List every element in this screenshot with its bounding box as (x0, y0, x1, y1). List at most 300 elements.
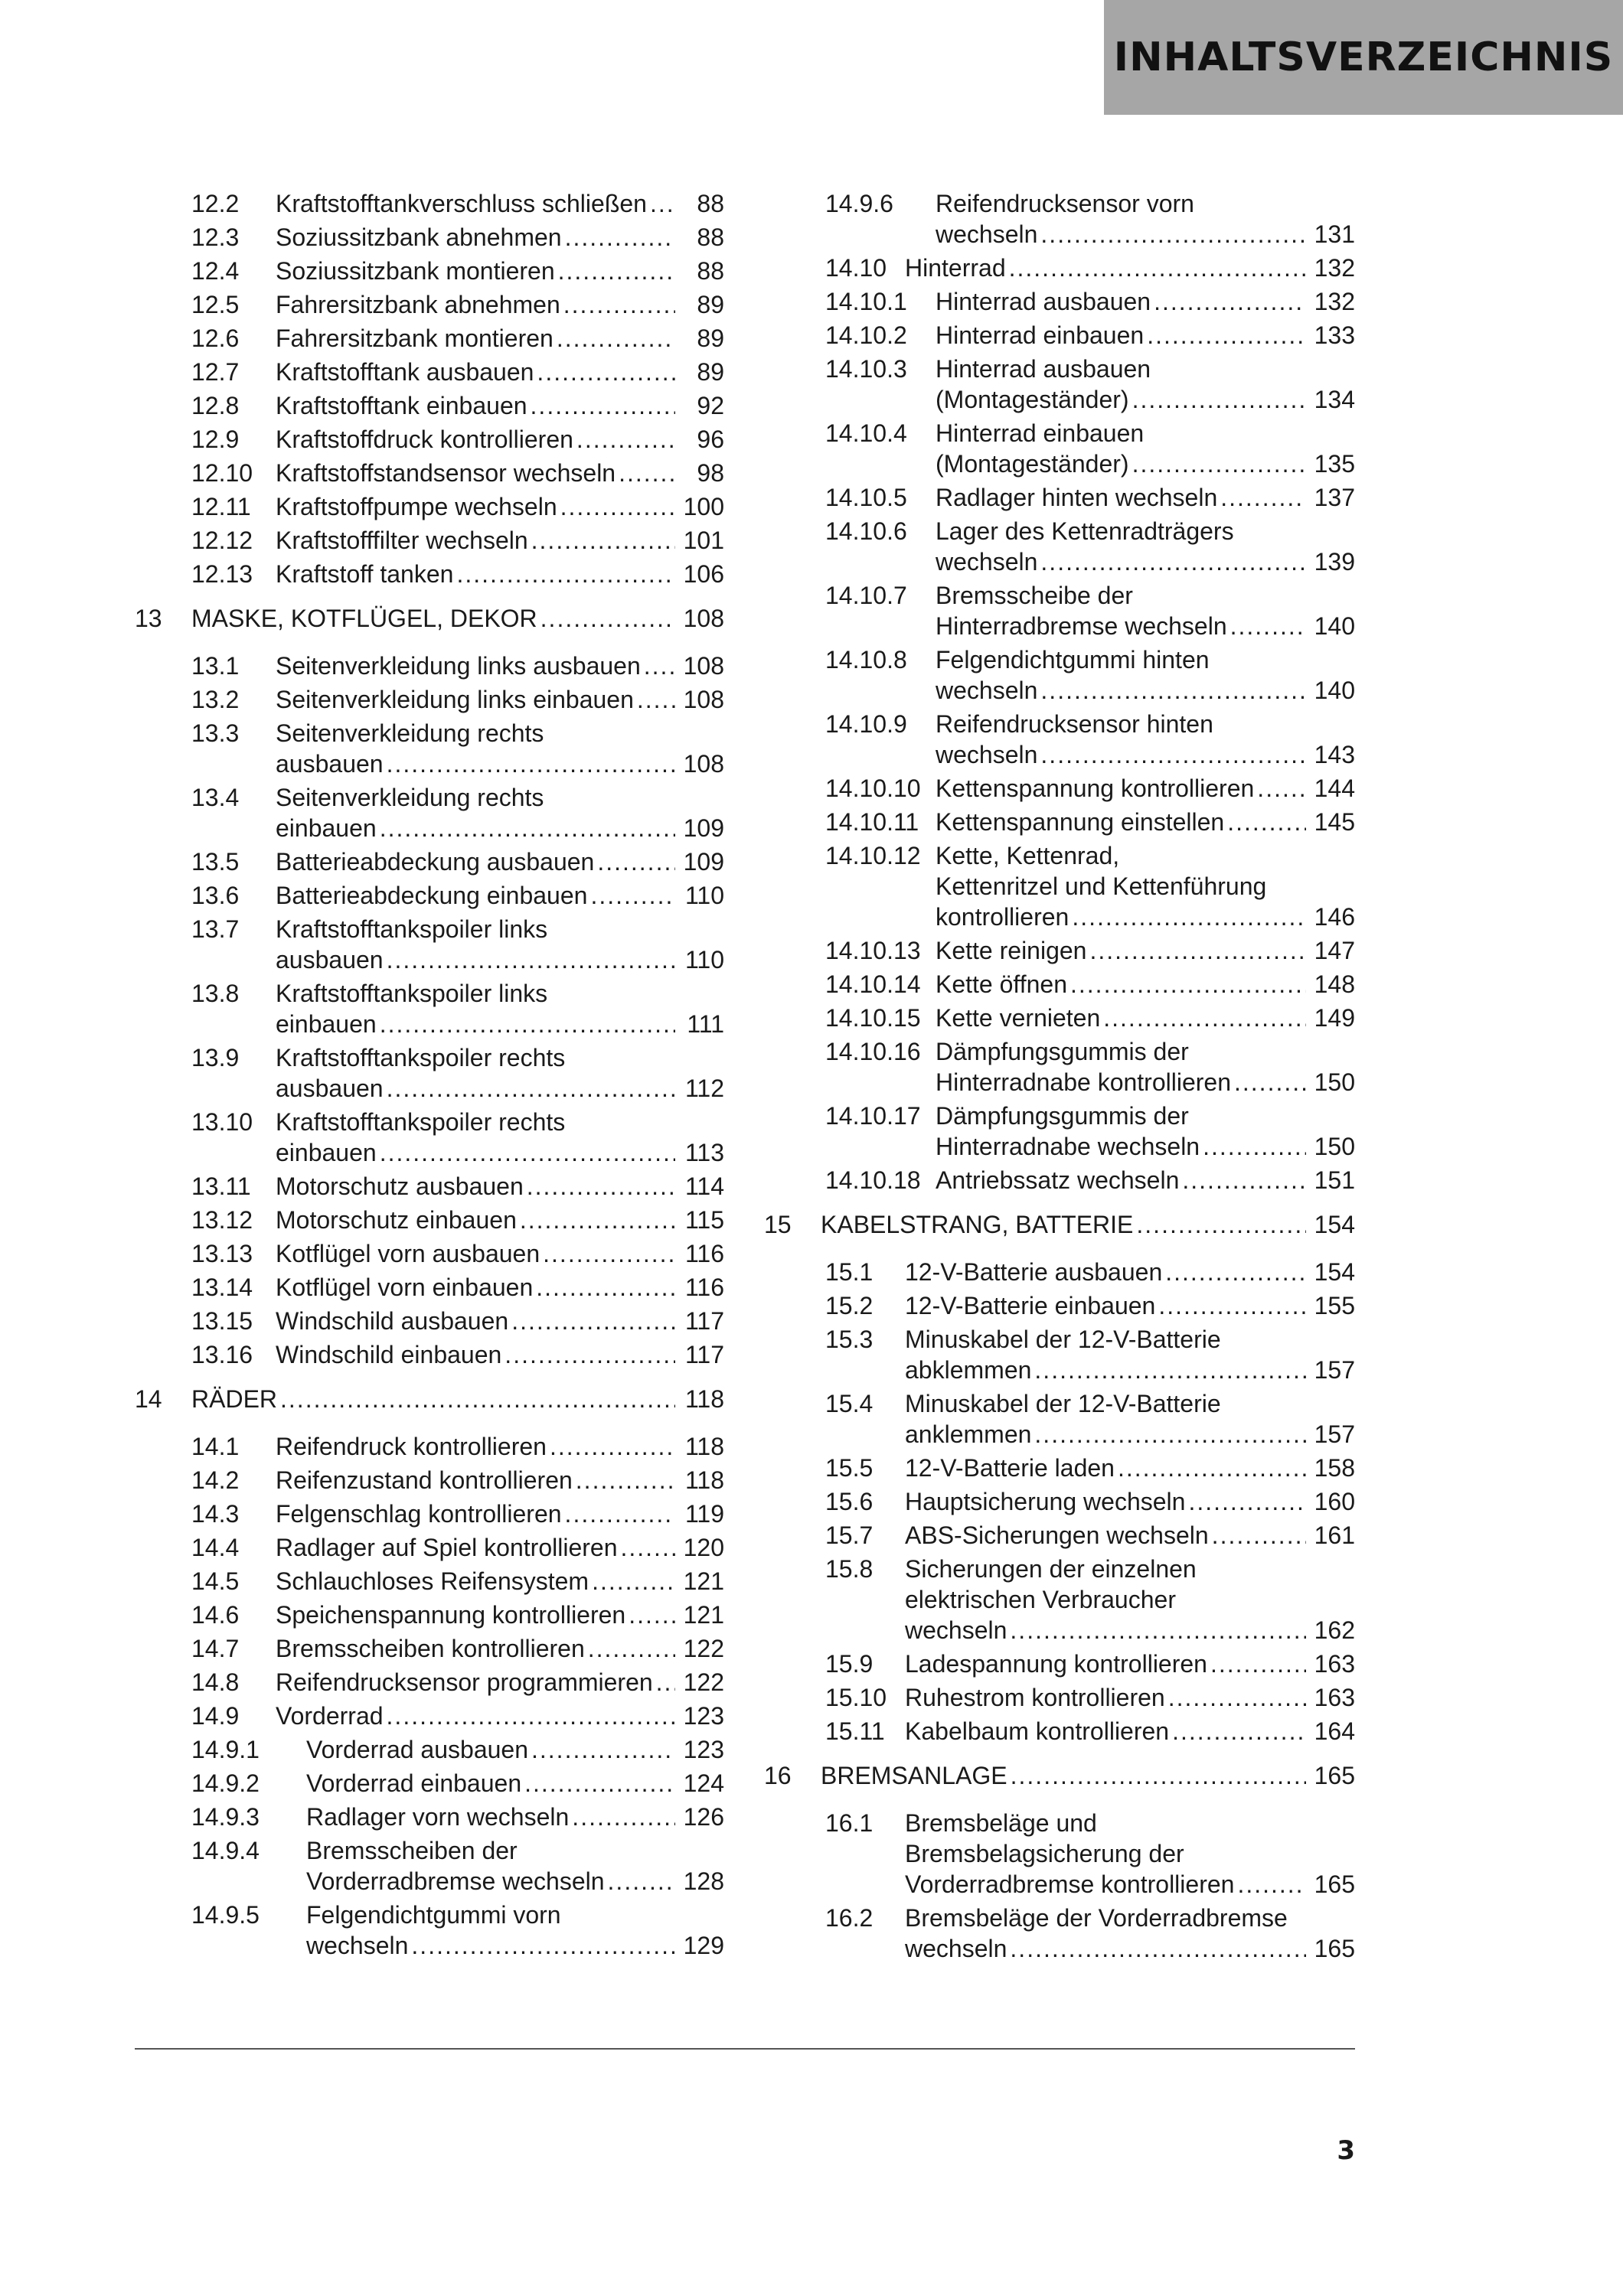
dot-leader (456, 559, 675, 589)
toc-entry-title: wechseln (936, 677, 1038, 704)
toc-chapter[interactable] (764, 1760, 1355, 1791)
toc-entry-title: Soziussitzbank montieren (276, 257, 555, 285)
toc-entry-number: 14.10.12 (825, 842, 921, 869)
toc-entry[interactable] (135, 1306, 724, 1336)
toc-entry-title: Felgendichtgummi hinten (936, 646, 1210, 673)
dot-leader (1227, 807, 1306, 837)
toc-entry[interactable] (135, 390, 724, 421)
dot-leader (1154, 286, 1306, 317)
toc-entry[interactable] (135, 1701, 724, 1731)
toc-page-number: 158 (1314, 1454, 1355, 1482)
toc-entry-title: Hinterrad ausbauen (936, 288, 1151, 315)
toc-entry-number: 14.5 (191, 1567, 240, 1595)
toc-entry-title: abklemmen (905, 1356, 1032, 1384)
toc-entry[interactable] (764, 1388, 1355, 1450)
toc-entry[interactable] (764, 482, 1355, 513)
toc-entry-title: (Montageständer) (936, 386, 1129, 413)
toc-page-number: 148 (1314, 970, 1355, 998)
toc-entry-number: 15.1 (825, 1258, 874, 1286)
dot-leader (1220, 482, 1306, 513)
toc-entry-number: 15.6 (825, 1488, 874, 1515)
toc-page-number: 162 (1314, 1616, 1355, 1644)
toc-entry[interactable] (764, 1036, 1355, 1097)
toc-entry[interactable] (764, 1257, 1355, 1287)
toc-entry[interactable] (135, 1566, 724, 1596)
toc-chapter[interactable] (135, 1384, 724, 1414)
toc-entry[interactable] (135, 1835, 724, 1896)
toc-page-number: 116 (684, 1240, 724, 1267)
toc-entry-title: ausbauen (276, 946, 384, 974)
toc-page-number: 135 (1314, 450, 1355, 478)
toc-entry-number: 14.7 (191, 1635, 240, 1662)
toc-page-number: 129 (683, 1932, 724, 1959)
toc-entry-title: Dämpfungsgummis der (936, 1102, 1189, 1130)
toc-entry-title: Reifendrucksensor vorn (936, 190, 1194, 217)
toc-page-number: 112 (684, 1075, 724, 1102)
toc-entry-title: Reifendruck kontrollieren (276, 1433, 547, 1460)
toc-entry-title: Bremsscheibe der (936, 582, 1133, 609)
dot-leader (1165, 1257, 1306, 1287)
toc-entry[interactable] (764, 935, 1355, 966)
toc-entry-title: (Montageständer) (936, 450, 1129, 478)
toc-entry-title: Kotflügel vorn einbauen (276, 1274, 534, 1301)
dot-leader (1237, 1869, 1306, 1900)
toc-page-number: 108 (683, 605, 724, 632)
toc-page-number: 106 (683, 560, 724, 588)
toc-entry[interactable] (135, 1802, 724, 1832)
dot-leader (1188, 1486, 1306, 1517)
toc-entry-title: Reifendrucksensor programmieren (276, 1668, 653, 1696)
toc-entry-number: 14.9.1 (191, 1736, 260, 1763)
toc-entry-title: Reifenzustand kontrollieren (276, 1466, 573, 1494)
toc-page-number: 133 (1314, 321, 1355, 349)
toc-entry-number: 12.13 (191, 560, 253, 588)
toc-entry-title: Bremsbelagsicherung der (905, 1840, 1184, 1867)
dot-leader (1182, 1165, 1306, 1195)
toc-page-number: 88 (697, 257, 724, 285)
toc-entry-title: einbauen (276, 1010, 377, 1038)
toc-entry[interactable] (135, 718, 724, 779)
toc-page-number: 109 (683, 848, 724, 876)
dot-leader (560, 491, 675, 522)
toc-entry[interactable] (764, 1486, 1355, 1517)
toc-entry-number: 12.10 (191, 459, 253, 487)
toc-entry-title: BREMSANLAGE (821, 1762, 1007, 1789)
toc-page-number: 164 (1314, 1717, 1355, 1745)
toc-page-number: 121 (683, 1601, 724, 1629)
toc-entry-number: 16 (764, 1762, 792, 1789)
toc-entry-number: 12.5 (191, 291, 240, 318)
toc-page-number: 150 (1314, 1068, 1355, 1096)
toc-entry[interactable] (764, 253, 1355, 283)
toc-page-number: 115 (684, 1206, 724, 1234)
dot-leader (1009, 253, 1306, 283)
dot-leader (1072, 902, 1306, 932)
dot-leader (619, 458, 675, 488)
toc-entry-title: Hinterradnabe wechseln (936, 1133, 1200, 1160)
toc-entry-title: Kraftstofffilter wechseln (276, 527, 528, 554)
toc-entry-title: Reifendrucksensor hinten (936, 710, 1213, 738)
header-tab (1104, 0, 1623, 115)
toc-entry[interactable] (764, 969, 1355, 1000)
dot-leader (637, 684, 675, 715)
toc-page-number: 137 (1314, 484, 1355, 511)
toc-entry-title: Kraftstofftankspoiler rechts (276, 1044, 566, 1071)
toc-page-number: 89 (697, 291, 724, 318)
toc-entry[interactable] (135, 491, 724, 522)
toc-page-number: 88 (697, 190, 724, 217)
dot-leader (558, 256, 675, 286)
toc-entry-number: 13.13 (191, 1240, 253, 1267)
toc-entry-number: 15.8 (825, 1555, 874, 1583)
toc-page-number: 89 (697, 325, 724, 352)
dot-leader (563, 289, 675, 320)
toc-entry[interactable] (135, 1465, 724, 1495)
dot-leader (520, 1205, 675, 1235)
toc-entry-number: 13.12 (191, 1206, 253, 1234)
toc-entry[interactable] (135, 1900, 724, 1961)
toc-entry[interactable] (135, 525, 724, 556)
dot-leader (656, 1667, 675, 1698)
toc-entry-title: Motorschutz einbauen (276, 1206, 517, 1234)
toc-page-number: 147 (1314, 937, 1355, 964)
toc-page-number: 88 (697, 223, 724, 251)
toc-entry[interactable] (135, 289, 724, 320)
toc-entry-number: 14.10.9 (825, 710, 907, 738)
toc-entry-title: Hinterradnabe kontrollieren (936, 1068, 1231, 1096)
toc-entry[interactable] (764, 1554, 1355, 1645)
toc-entry[interactable] (135, 978, 724, 1039)
toc-entry-number: 14.10 (825, 254, 887, 282)
toc-entry[interactable] (135, 1107, 724, 1168)
toc-entry[interactable] (764, 1903, 1355, 1964)
toc-page-number: 122 (683, 1635, 724, 1662)
toc-entry[interactable] (135, 684, 724, 715)
toc-entry[interactable] (135, 1431, 724, 1462)
toc-entry[interactable] (135, 323, 724, 354)
dot-leader (1132, 384, 1306, 415)
dot-leader (540, 603, 675, 634)
dot-leader (387, 1701, 675, 1731)
dot-leader (592, 1566, 675, 1596)
toc-entry-title: Vorderrad (276, 1702, 384, 1730)
toc-entry-number: 14.10.14 (825, 970, 921, 998)
toc-entry-number: 13.4 (191, 784, 240, 811)
toc-entry[interactable] (135, 1532, 724, 1563)
toc-page-number: 163 (1314, 1684, 1355, 1711)
toc-entry-title: Kraftstofftankspoiler links (276, 915, 548, 943)
toc-entry-number: 13.7 (191, 915, 240, 943)
toc-entry-number: 14.8 (191, 1668, 240, 1696)
toc-entry-title: ausbauen (276, 750, 384, 778)
toc-page-number: 139 (1314, 548, 1355, 576)
toc-chapter[interactable] (135, 603, 724, 634)
toc-entry-title: Kraftstofftank ausbauen (276, 358, 534, 386)
toc-entry-title: Windschild einbauen (276, 1341, 502, 1368)
toc-entry[interactable] (135, 1272, 724, 1303)
toc-entry[interactable] (764, 418, 1355, 479)
toc-entry-number: 14.10.2 (825, 321, 907, 349)
toc-entry[interactable] (764, 1324, 1355, 1385)
toc-entry[interactable] (135, 782, 724, 843)
toc-entry[interactable] (764, 320, 1355, 351)
dot-leader (576, 1465, 675, 1495)
toc-page-number: 154 (1314, 1258, 1355, 1286)
toc-page-number: 165 (1314, 1935, 1355, 1962)
dot-leader (387, 944, 675, 975)
toc-page-number: 155 (1314, 1292, 1355, 1319)
dot-leader (387, 1073, 675, 1104)
toc-entry[interactable] (764, 188, 1355, 249)
toc-entry-number: 13 (135, 605, 162, 632)
dot-leader (590, 880, 675, 911)
toc-entry-number: 13.9 (191, 1044, 240, 1071)
toc-entry-number: 14.3 (191, 1500, 240, 1528)
toc-entry-title: Kraftstofftankspoiler links (276, 980, 548, 1007)
toc-page-number: 150 (1314, 1133, 1355, 1160)
toc-entry-number: 14.10.13 (825, 937, 921, 964)
toc-entry-title: Bremsbeläge und (905, 1809, 1097, 1837)
dot-leader (531, 390, 675, 421)
toc-entry[interactable] (135, 1734, 724, 1765)
toc-entry-number: 15.2 (825, 1292, 874, 1319)
toc-entry-number: 14.9.6 (825, 190, 893, 217)
toc-entry-title: wechseln (905, 1616, 1007, 1644)
toc-page-number: 108 (683, 686, 724, 713)
toc-entry-title: wechseln (905, 1935, 1007, 1962)
toc-entry[interactable] (135, 256, 724, 286)
toc-entry[interactable] (764, 1003, 1355, 1033)
toc-entry-number: 14.9.4 (191, 1837, 260, 1864)
dot-leader (576, 424, 675, 455)
toc-entry[interactable] (764, 1808, 1355, 1900)
toc-entry-number: 14.10.7 (825, 582, 907, 609)
toc-entry[interactable] (764, 807, 1355, 837)
toc-entry[interactable] (135, 1171, 724, 1202)
dot-leader (524, 1768, 675, 1799)
toc-page-number: 151 (1314, 1166, 1355, 1194)
toc-entry-title: Vorderrad einbauen (306, 1769, 522, 1797)
toc-page-number: 98 (697, 459, 724, 487)
dot-leader (1257, 773, 1306, 804)
toc-entry-title: Kraftstoffpumpe wechseln (276, 493, 557, 520)
toc-entry[interactable] (135, 1238, 724, 1269)
toc-entry[interactable] (135, 1600, 724, 1630)
toc-page-number: 145 (1314, 808, 1355, 836)
toc-entry[interactable] (764, 354, 1355, 415)
toc-page-number: 123 (683, 1736, 724, 1763)
toc-entry[interactable] (135, 1667, 724, 1698)
toc-entry-title: Windschild ausbauen (276, 1307, 509, 1335)
toc-entry-number: 13.14 (191, 1274, 253, 1301)
dot-leader (1168, 1682, 1306, 1713)
toc-entry-number: 12.11 (191, 493, 251, 520)
dot-leader (1147, 320, 1306, 351)
toc-entry-number: 14.2 (191, 1466, 240, 1494)
dot-leader (505, 1339, 675, 1370)
toc-entry[interactable] (135, 846, 724, 877)
toc-entry[interactable] (135, 559, 724, 589)
toc-entry-number: 12.9 (191, 426, 240, 453)
toc-page-number: 126 (683, 1803, 724, 1831)
toc-entry-title: ABS-Sicherungen wechseln (905, 1521, 1209, 1549)
toc-page-number: 140 (1314, 612, 1355, 640)
dot-leader (380, 1009, 675, 1039)
toc-entry-number: 12.8 (191, 392, 240, 419)
dot-leader (511, 1306, 675, 1336)
dot-leader (572, 1802, 675, 1832)
toc-entry-number: 15.11 (825, 1717, 885, 1745)
toc-entry-title: Radlager vorn wechseln (306, 1803, 570, 1831)
toc-entry[interactable] (764, 644, 1355, 706)
toc-entry[interactable] (135, 1042, 724, 1104)
toc-entry[interactable] (764, 1520, 1355, 1551)
toc-entry-title: Hinterrad einbauen (936, 321, 1145, 349)
toc-page-number: 113 (684, 1139, 724, 1166)
dot-leader (1070, 969, 1306, 1000)
toc-entry[interactable] (135, 651, 724, 681)
toc-entry-title: Kette öffnen (936, 970, 1067, 998)
toc-entry[interactable] (135, 357, 724, 387)
toc-entry-title: Minuskabel der 12-V-Batterie (905, 1326, 1221, 1353)
toc-entry[interactable] (764, 286, 1355, 317)
dot-leader (1034, 1355, 1306, 1385)
toc-entry-title: KABELSTRANG, BATTERIE (821, 1211, 1134, 1238)
dot-leader (1172, 1716, 1306, 1746)
dot-leader (620, 1532, 675, 1563)
toc-entry[interactable] (764, 580, 1355, 641)
toc-entry[interactable] (764, 1165, 1355, 1195)
toc-entry-title: Felgendichtgummi vorn (306, 1901, 561, 1929)
toc-page-number: 118 (684, 1466, 724, 1494)
toc-entry-number: 14.10.1 (825, 288, 907, 315)
toc-page-number: 160 (1314, 1488, 1355, 1515)
toc-page-number: 118 (684, 1433, 724, 1460)
toc-entry[interactable] (764, 1716, 1355, 1746)
dot-leader (411, 1930, 675, 1961)
dot-leader (1210, 1649, 1306, 1679)
toc-column-left (135, 188, 724, 1964)
toc-entry-title: Kabelbaum kontrollieren (905, 1717, 1170, 1745)
toc-entry-number: 12.4 (191, 257, 240, 285)
toc-entry-number: 15.3 (825, 1326, 874, 1353)
toc-entry[interactable] (135, 1768, 724, 1799)
toc-entry-title: Schlauchloses Reifensystem (276, 1567, 589, 1595)
toc-entry-number: 14.9.2 (191, 1769, 260, 1797)
toc-page-number: 111 (687, 1010, 724, 1038)
toc-page-number: 117 (684, 1307, 724, 1335)
toc-entry-title: RÄDER (191, 1385, 278, 1413)
toc-entry[interactable] (135, 188, 724, 219)
toc-entry-number: 14.10.18 (825, 1166, 921, 1194)
dot-leader (1158, 1290, 1306, 1321)
toc-entry[interactable] (764, 516, 1355, 577)
dot-leader (588, 1633, 675, 1664)
toc-page-number: 110 (684, 946, 724, 974)
toc-entry[interactable] (135, 880, 724, 911)
toc-entry-title: anklemmen (905, 1420, 1032, 1448)
toc-entry-title: ausbauen (276, 1075, 384, 1102)
toc-page-number: 114 (684, 1172, 724, 1200)
toc-page-number: 123 (683, 1702, 724, 1730)
toc-entry-title: Kettenspannung kontrollieren (936, 775, 1255, 802)
toc-page-number: 118 (684, 1385, 724, 1413)
toc-entry[interactable] (764, 709, 1355, 770)
toc-entry-title: elektrischen Verbraucher (905, 1586, 1176, 1613)
toc-entry[interactable] (764, 840, 1355, 932)
toc-page-number: 100 (683, 493, 724, 520)
toc-entry-number: 12.7 (191, 358, 240, 386)
toc-entry[interactable] (135, 424, 724, 455)
toc-entry[interactable] (764, 1101, 1355, 1162)
toc-entry-title: Seitenverkleidung rechts (276, 784, 544, 811)
toc-entry[interactable] (764, 1682, 1355, 1713)
dot-leader (380, 813, 675, 843)
toc-entry[interactable] (764, 773, 1355, 804)
toc-entry-number: 13.15 (191, 1307, 253, 1335)
dot-leader (1203, 1131, 1306, 1162)
toc-entry-title: Ruhestrom kontrollieren (905, 1684, 1165, 1711)
toc-entry-number: 12.6 (191, 325, 240, 352)
toc-entry-number: 14.10.10 (825, 775, 921, 802)
dot-leader (1040, 219, 1306, 249)
toc-page-number: 157 (1314, 1420, 1355, 1448)
toc-page-number: 122 (683, 1668, 724, 1696)
toc-entry[interactable] (135, 222, 724, 253)
toc-page-number: 89 (697, 358, 724, 386)
toc-entry-title: Radlager auf Spiel kontrollieren (276, 1534, 618, 1561)
toc-entry[interactable] (764, 1290, 1355, 1321)
toc-entry-number: 14.10.3 (825, 355, 907, 383)
toc-entry-number: 14.9 (191, 1702, 240, 1730)
toc-page-number: 96 (697, 426, 724, 453)
toc-page-number: 108 (683, 652, 724, 680)
dot-leader (1118, 1453, 1306, 1483)
toc-entry[interactable] (135, 914, 724, 975)
toc-entry[interactable] (135, 458, 724, 488)
toc-entry[interactable] (764, 1649, 1355, 1679)
toc-entry-title: Kettenritzel und Kettenführung (936, 872, 1267, 900)
toc-entry-number: 13.10 (191, 1108, 253, 1136)
page-title: INHALTSVERZEICHNIS (1113, 34, 1614, 80)
toc-entry-title: Bremsscheiben kontrollieren (276, 1635, 585, 1662)
toc-entry[interactable] (135, 1499, 724, 1529)
dot-leader (1010, 1933, 1306, 1964)
toc-entry[interactable] (135, 1339, 724, 1370)
dot-leader (537, 357, 675, 387)
toc-entry[interactable] (135, 1205, 724, 1235)
toc-entry[interactable] (135, 1633, 724, 1664)
toc-page-number: 121 (683, 1567, 724, 1595)
toc-entry-number: 13.5 (191, 848, 240, 876)
dot-leader (629, 1600, 675, 1630)
toc-entry-number: 14.9.3 (191, 1803, 260, 1831)
toc-entry-title: Fahrersitzbank abnehmen (276, 291, 560, 318)
toc-entry-title: Kettenspannung einstellen (936, 808, 1225, 836)
dot-leader (536, 1272, 675, 1303)
toc-entry-title: Hauptsicherung wechseln (905, 1488, 1186, 1515)
toc-page-number: 108 (683, 750, 724, 778)
toc-entry-number: 15.7 (825, 1521, 874, 1549)
toc-entry-title: Kraftstoff tanken (276, 560, 454, 588)
toc-chapter[interactable] (764, 1209, 1355, 1240)
toc-page-number: 146 (1314, 903, 1355, 931)
toc-entry-title: Kraftstoffdruck kontrollieren (276, 426, 573, 453)
toc-entry-number: 14.1 (191, 1433, 240, 1460)
dot-leader (527, 1171, 675, 1202)
toc-entry[interactable] (764, 1453, 1355, 1483)
dot-leader (1011, 1760, 1306, 1791)
